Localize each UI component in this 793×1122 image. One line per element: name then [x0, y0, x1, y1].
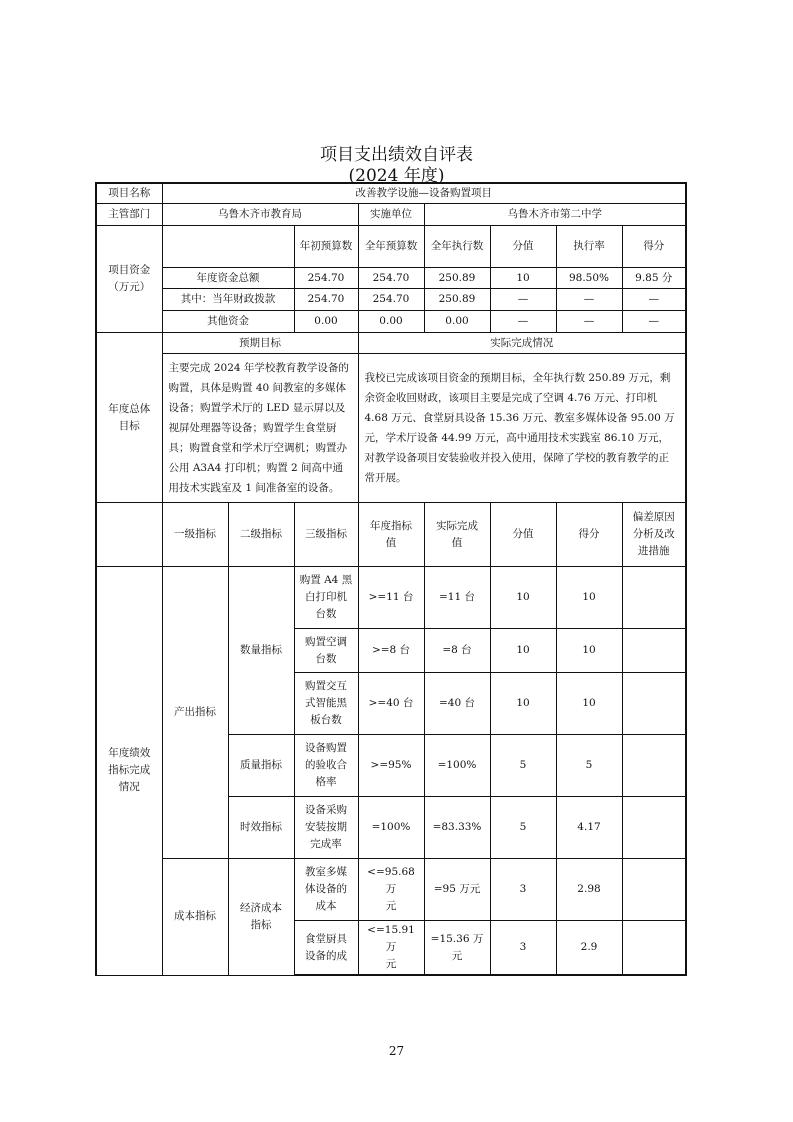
actual-value: =40 台 — [424, 673, 490, 735]
actual-value: =11 台 — [424, 567, 490, 629]
funds-col-header: 全年执行数 — [424, 226, 490, 268]
actual-value: =83.33% — [424, 797, 490, 859]
indicator-header: 三级指标 — [294, 503, 358, 567]
target-value: <=15.91 万 元 — [358, 921, 424, 976]
expected-goal-text: 主要完成 2024 年学校教育教学设备的购置，具体是购置 40 间教室的多媒体设备；购置学术厅的 LED 显示屏以及视屏处理器等设备；购置学生食堂厨具；购置食堂和学术厅空调机；购置办公用 A3A4 打印机；购置 2 间高中通用技术实践室及 1 间准备室的设备。 — [162, 354, 358, 503]
indicator-header: 一级指标 — [162, 503, 228, 567]
level1-cost: 成本指标 — [162, 859, 228, 976]
score: 4.17 — [556, 797, 622, 859]
target-value: >=11 台 — [358, 567, 424, 629]
actual-completion-header: 实际完成情况 — [358, 333, 686, 354]
deviation-cell — [622, 797, 686, 859]
funds-row-label: 年度资金总额 — [162, 268, 294, 289]
funds-cell: — — [490, 289, 556, 311]
funds-cell: 0.00 — [294, 311, 358, 333]
funds-cell: — — [556, 289, 622, 311]
target-value: =100% — [358, 797, 424, 859]
deviation-cell — [622, 735, 686, 797]
deviation-cell — [622, 567, 686, 629]
level3-indicator: 购置空调 台数 — [294, 629, 358, 673]
level2-quantity: 数量指标 — [228, 567, 294, 735]
funds-row — [96, 289, 686, 311]
indicator-header: 二级指标 — [228, 503, 294, 567]
expected-goal-header: 预期目标 — [162, 333, 358, 354]
actual-value: =95 万元 — [424, 859, 490, 921]
actual-completion-text: 我校已完成该项目资金的预期目标，全年执行数 250.89 万元，剩余资金收回财政，该项目主要是完成了空调 4.76 万元、打印机 4.68 万元、食堂厨具设备 15.36 万元、教室多媒体设备 95.00 万元，学术厅设备 44.99 万元，高中通用技术实践室 86.10 万元，对教学设备项目安装验收并投入使用，保障了学校的教育教学的正常开展。 — [358, 354, 686, 503]
page-title: 项目支出绩效自评表 — [320, 145, 473, 165]
funds-cell: 9.85 分 — [622, 268, 686, 289]
funds-cell: 0.00 — [358, 311, 424, 333]
page-number: 27 — [388, 1044, 405, 1058]
funds-cell: 254.70 — [358, 289, 424, 311]
target-value: >=40 台 — [358, 673, 424, 735]
funds-cell: — — [622, 289, 686, 311]
level3-indicator: 教室多媒 体设备的 成本 — [294, 859, 358, 921]
page-subtitle: (2024 年度) — [348, 166, 445, 186]
score: 2.98 — [556, 859, 622, 921]
actual-value: =100% — [424, 735, 490, 797]
project-name-label: 项目名称 — [96, 183, 162, 204]
funds-cell: 250.89 — [424, 289, 490, 311]
indicator-header: 实际完成 值 — [424, 503, 490, 567]
target-value: <=95.68 万 元 — [358, 859, 424, 921]
score-value: 5 — [490, 797, 556, 859]
funds-col-header: 分值 — [490, 226, 556, 268]
indicator-row — [96, 859, 686, 921]
funds-col-header: 执行率 — [556, 226, 622, 268]
indicator-header: 分值 — [490, 503, 556, 567]
funds-cell: 254.70 — [294, 268, 358, 289]
indicator-header: 偏差原因 分析及改 进措施 — [622, 503, 686, 567]
score-value: 3 — [490, 921, 556, 976]
indicators-corner — [96, 503, 162, 567]
level2-economic: 经济成本 指标 — [228, 859, 294, 976]
funds-cell: 10 — [490, 268, 556, 289]
score-value: 10 — [490, 629, 556, 673]
dept-value: 乌鲁木齐市教育局 — [162, 204, 358, 226]
funds-row-label: 其中：当年财政拨款 — [162, 289, 294, 311]
unit-label: 实施单位 — [358, 204, 424, 226]
level2-timeliness: 时效指标 — [228, 797, 294, 859]
indicator-header: 得分 — [556, 503, 622, 567]
funds-cell: 250.89 — [424, 268, 490, 289]
funds-col-header: 年初预算数 — [294, 226, 358, 268]
level3-indicator: 设备采购 安装按期 完成率 — [294, 797, 358, 859]
level3-indicator: 食堂厨具 设备的成 — [294, 921, 358, 976]
indicator-header: 年度指标 值 — [358, 503, 424, 567]
actual-value: =8 台 — [424, 629, 490, 673]
score-value: 10 — [490, 673, 556, 735]
funds-row — [96, 311, 686, 333]
funds-corner — [162, 226, 294, 268]
funds-cell: — — [490, 311, 556, 333]
indicators-section-label: 年度绩效 指标完成 情况 — [96, 567, 162, 976]
funds-cell: — — [622, 311, 686, 333]
dept-label: 主管部门 — [96, 204, 162, 226]
funds-row-label: 其他资金 — [162, 311, 294, 333]
funds-cell: 98.50% — [556, 268, 622, 289]
funds-label: 项目资金 （万元） — [96, 226, 162, 333]
score-value: 3 — [490, 859, 556, 921]
score-value: 10 — [490, 567, 556, 629]
score-value: 5 — [490, 735, 556, 797]
deviation-cell — [622, 629, 686, 673]
target-value: >=95% — [358, 735, 424, 797]
level3-indicator: 设备购置 的验收合 格率 — [294, 735, 358, 797]
funds-col-header: 得分 — [622, 226, 686, 268]
funds-row — [96, 268, 686, 289]
score: 10 — [556, 567, 622, 629]
deviation-cell — [622, 673, 686, 735]
funds-cell: 254.70 — [358, 268, 424, 289]
score: 10 — [556, 673, 622, 735]
unit-value: 乌鲁木齐市第二中学 — [424, 204, 686, 226]
funds-col-header: 全年预算数 — [358, 226, 424, 268]
level2-quality: 质量指标 — [228, 735, 294, 797]
level3-indicator: 购置交互 式智能黑 板台数 — [294, 673, 358, 735]
actual-value: =15.36 万 元 — [424, 921, 490, 976]
deviation-cell — [622, 859, 686, 921]
funds-cell: 0.00 — [424, 311, 490, 333]
indicator-row — [96, 567, 686, 629]
project-name: 改善教学设施—设备购置项目 — [162, 183, 686, 204]
deviation-cell — [622, 921, 686, 976]
performance-table — [95, 182, 687, 976]
level1-output: 产出指标 — [162, 567, 228, 859]
funds-cell: 254.70 — [294, 289, 358, 311]
score: 5 — [556, 735, 622, 797]
level3-indicator: 购置 A4 黑 白打印机 台数 — [294, 567, 358, 629]
target-value: >=8 台 — [358, 629, 424, 673]
score: 10 — [556, 629, 622, 673]
goals-label: 年度总体 目标 — [96, 333, 162, 503]
funds-cell: — — [556, 311, 622, 333]
score: 2.9 — [556, 921, 622, 976]
